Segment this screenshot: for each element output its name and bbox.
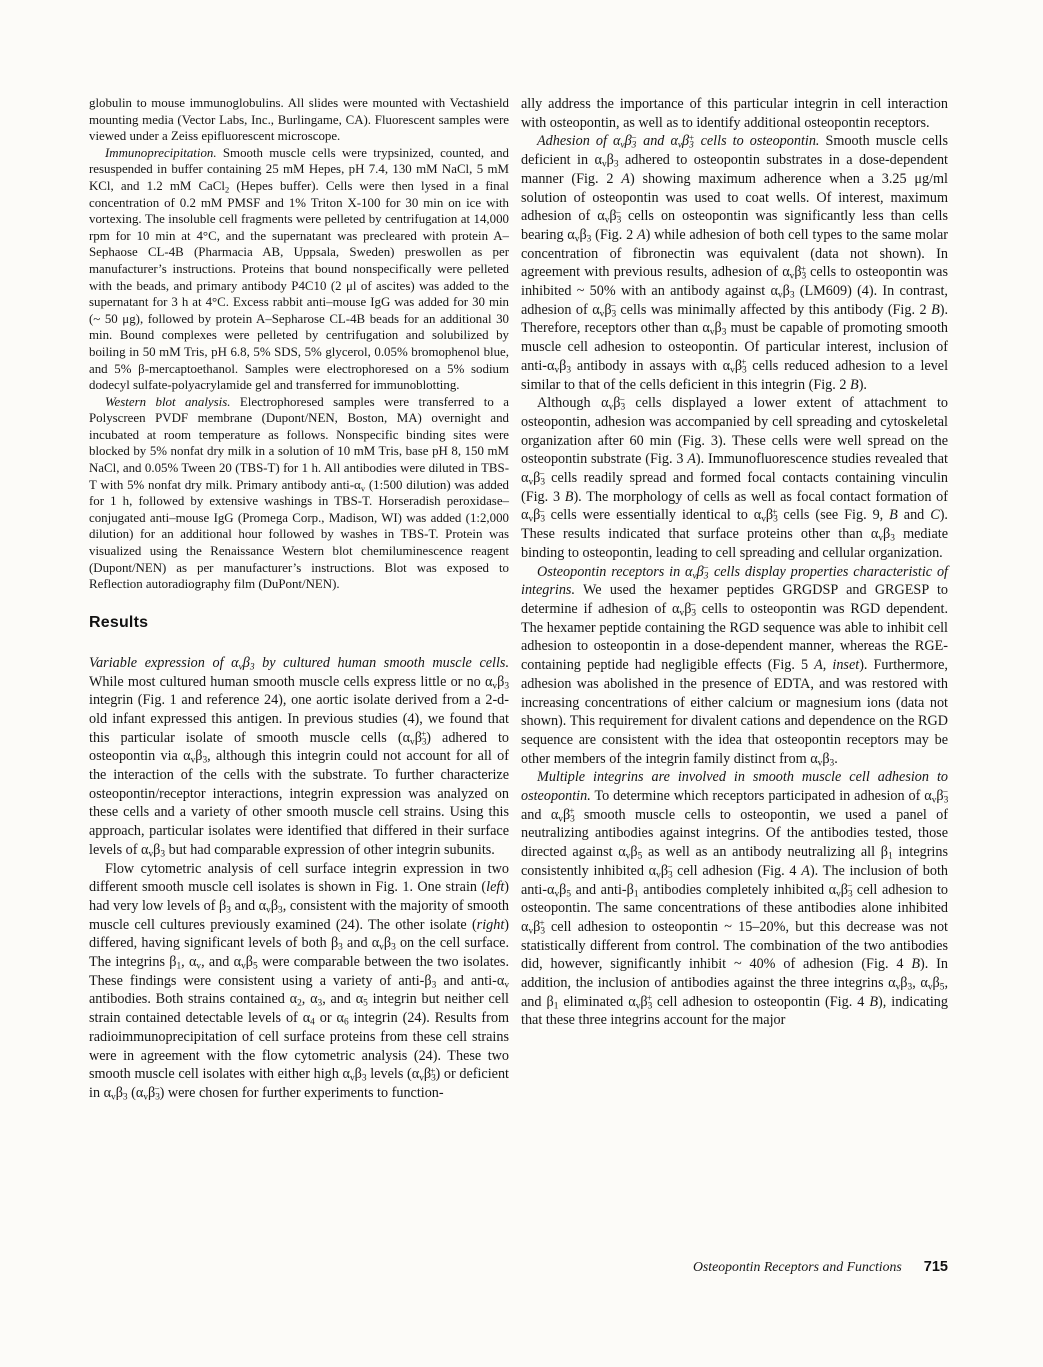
paragraph: Multiple integrins are involved in smooth muscle cell adhesion to osteopontin. To determine which receptors participated in adhesion of $\alpha_v\beta_3^-$ and $\alpha_v\beta_3^+$ smooth muscle cells to osteopontin, we used a panel of neutralizing antibodies against integrins. Of the antibodies tested, those directed against $\alpha_v\beta_5$ as well as an antibody neutralizing all $\beta_1$ integrins consistently inhibited $\alpha_v\beta_3^-$ cell adhesion (Fig. 4 A). The inclusion of both anti-$\alpha_v\beta_5$ and anti-$\beta_1$ antibodies completely inhibited $\alpha_v\beta_3^-$ cell adhesion to osteopontin. The same concentrations of these antibodies alone inhibited $\alpha_v\beta_3^+$ cell adhesion to osteopontin ~ 15–20%, but this decrease was not statistically different from control. The combination of the two antibodies did, however, significantly inhibit ~ 40% of adhesion (Fig. 4 B). In addition, the inclusion of antibodies against the three integrins $\alpha_v\beta_3$, $\alpha_v\beta_5$, and $\beta_1$ eliminated $\alpha_v\beta_3^+$ cell adhesion to osteopontin (Fig. 4 B), indicating that these three integrins account for the major <box>521 769 949 1029</box>
paragraph: ally address the importance of this particular integrin in cell interaction with osteopontin, as well as to identify additional osteopontin receptors. <box>521 96 948 131</box>
paragraph: Immunoprecipitation. Smooth muscle cells were trypsinized, counted, and resuspended in buffer containing 25 mM Hepes, pH 7.4, 130 mM NaCl, 5 mM KCl, and 1.2 mM CaCl$_2$ (Hepes buffer). Cells were then lysed in a final concentration of 0.2 mM PMSF and 1% Triton X-100 for 30 min on ice with vortexing. The insoluble cell fragments were pelleted by centrifugation at 14,000 rpm for 10 min at 4°C, and the supernatant was precleared with protein A–Sephaose CL-4B (Pharmacia AB, Uppsala, Sweden) preswollen as per manufacturer’s instructions. Proteins that bound nonspecifically were pelleted with the beads, and primary antibody P4C10 (2 μl of ascites) was added to the supernatant for 3 h at 4°C. Excess rabbit anti–mouse IgG was added for 30 min (~ 50 μg), followed by protein A–Sepharose CL-4B beads for an additional 30 min. Bound complexes were pelleted by centrifugation and solubilized by boiling in 50 mM Tris, pH 6.8, 5% SDS, 5% glycerol, 0.05% bromophenol blue, and 5% β-mercaptoethanol. Samples were electrophoresed on a 5% sodium dodecyl sulfate-polyacrylamide gel and transferred for immunoblotting. <box>89 145 509 393</box>
paragraph: Adhesion of $\alpha_v\beta_3^-$ and $\alpha_v\beta_3^+$ cells to osteopontin. Smooth muscle cells deficient in $\alpha_v\beta_3$ adhered to osteopontin substrates in a dose-dependent manner (Fig. 2 A) showing maximum adherence when a 3.25 μg/ml solution of osteopontin was used to coat wells. Of interest, maximum adhesion of $\alpha_v\beta_3^-$ cells on osteopontin was significantly less than cells bearing $\alpha_v\beta_3$ (Fig. 2 A) while adhesion of both cell types to the same molar concentration of fibronectin was equivalent (data not shown). In agreement with previous results, adhesion of $\alpha_v\beta_3^+$ cells to osteopontin was inhibited ~ 50% with an antibody against $\alpha_v\beta_3$ (LM609) (4). In contrast, adhesion of $\alpha_v\beta_3^-$ cells was minimally affected by this antibody (Fig. 2 B). Therefore, receptors other than $\alpha_v\beta_3$ must be capable of promoting smooth muscle cell adhesion to osteopontin. Of particular interest, inclusion of anti-$\alpha_v\beta_3$ antibody in assays with $\alpha_v\beta_3^+$ cells reduced adhesion to a level similar to that of the cells deficient in this integrin (Fig. 2 B). <box>521 133 949 393</box>
paragraph: Osteopontin receptors in $\alpha_v\beta_3^-$ cells display properties characteristic of integrins. We used the hexamer peptides GRGDSP and GRGESP to determine if adhesion of $\alpha_v\beta_3^-$ cells to osteopontin was RGD dependent. The hexamer peptide containing the RGD sequence was able to inhibit cell adhesion to osteopontin in a dose-dependent manner, whereas the RGE-containing peptide had negligible effects (Fig. 5 A, inset). Furthermore, adhesion was abolished in the presence of EDTA, and was restored with increasing concentrations of either calcium or magnesium ions (data not shown). This requirement for divalent cations and dependence on the RGD sequence are consistent with the idea that osteopontin receptors may be other members of the integrin family distinct from $\alpha_v\beta_3$. <box>521 563 949 769</box>
paragraph: Although $\alpha_v\beta_3^-$ cells displayed a lower extent of attachment to osteopontin, adhesion was accompanied by cell spreading and cytoskeletal organization after 60 min (Fig. 3). These cells were well spread on the osteopontin substrate (Fig. 3 A). Immunofluorescence studies revealed that $\alpha_v\beta_3^-$ cells readily spread and formed focal contacts containing vinculin (Fig. 3 B). The morphology of cells as well as focal contact formation of $\alpha_v\beta_3^-$ cells were essentially identical to $\alpha_v\beta_3^+$ cells (see Fig. 9, B and C). These results indicated that surface proteins other than $\alpha_v\beta_3$ mediate binding to osteopontin, leading to cell spreading and cellular organization. <box>521 395 949 561</box>
running-title: Osteopontin Receptors and Functions <box>692 1259 902 1274</box>
page-number: 715 <box>923 1259 948 1275</box>
paragraph: Flow cytometric analysis of cell surface integrin expression in two different smooth muscle cell isolates is shown in Fig. 1. One strain (left) had very low levels of $\beta_3$ and $\alpha_v\beta_3$, consistent with the majority of smooth muscle cell cultures previously examined (24). The other isolate (right) differed, having significant levels of both $\beta_3$ and $\alpha_v\beta_3$ on the cell surface. The integrins $\beta_1$, $\alpha_v$, and $\alpha_v\beta_5$ were comparable between the two isolates. These findings were consistent using a variety of anti-$\beta_3$ and anti-$\alpha_v$ antibodies. Both strains contained $\alpha_2$, $\alpha_3$, and $\alpha_5$ integrin but neither cell strain contained detectable levels of $\alpha_4$ or $\alpha_6$ integrin (24). Results from radioimmunoprecipitation of cell surface proteins from these cell strains were in agreement with the flow cytometric analysis (24). These two smooth muscle cell isolates with either high $\alpha_v\beta_3$ levels $(\alpha_v\beta_3^+)$ or deficient in $\alpha_v\beta_3$ $(\alpha_v\beta_3^-)$ were chosen for further experiments to function- <box>89 860 510 1103</box>
page-footer <box>521 1258 948 1276</box>
results-section-heading: Results <box>89 613 149 631</box>
paragraph: Variable expression of $\alpha_v\beta_3$ by cultured human smooth muscle cells. While most cultured human smooth muscle cells express little or no $\alpha_v\beta_3$ integrin (Fig. 1 and reference 24), one aortic isolate derived from a 2-d-old infant expressed this antigen. In previous studies (4), we found that this particular isolate of smooth muscle cells $(\alpha_v\beta_3^+)$ adhered to osteopontin via $\alpha_v\beta_3$, although this integrin could not account for all of the interaction of the cells with the substrate. To further characterize osteopontin/receptor interactions, integrin expression was analyzed on these cells and a variety of other smooth muscle cell strains. Using this approach, particular isolates were identified that differed in their surface levels of $\alpha_v\beta_3$ but had comparable expression of other integrin subunits. <box>89 654 509 860</box>
right-column <box>521 95 948 1030</box>
paragraph: globulin to mouse immunoglobulins. All slides were mounted with Vectashield mounting media (Vector Labs, Inc., Burlingame, CA). Fluorescent samples were viewed under a Zeiss epifluorescent microscope. <box>89 96 509 144</box>
paragraph: Western blot analysis. Electrophoresed samples were transferred to a Polyscreen PVDF membrane (Dupont/NEN, Boston, MA) overnight and incubated at room temperature as follows. Nonspecific binding sites were blocked by 5% nonfat dry milk in a solution of 10 mM Tris, base pH 8, 150 mM NaCl, and 0.05% Tween 20 (TBS-T) for 1 h. All antibodies were diluted in TBS-T with 5% nonfat dry milk. Primary antibody anti-$\alpha_v$ (1:500 dilution) was added for 1 h, followed by extensive washings in TBS-T. Horseradish peroxidase–conjugated anti–mouse IgG (Promega Corp., Madison, WI) was added (1:2,000 dilution) for an additional hour followed by washes in TBS-T. Protein was visualized using the Renaissance Western blot chemiluminescence reagent (Dupont/NEN) as per manufacturer’s instructions. Blot was exposed to Reflection autoradiography film (DuPont/NEN). <box>89 394 510 592</box>
left-column <box>89 95 509 1103</box>
